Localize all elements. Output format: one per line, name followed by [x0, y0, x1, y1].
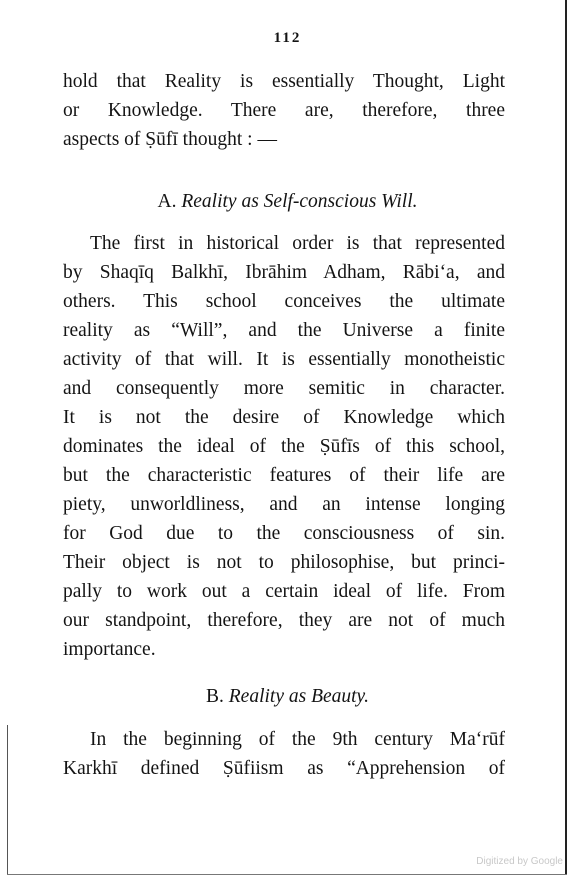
section-b-paragraph: [63, 725, 505, 783]
text-line: hold that Reality is essentially Thought, Light: [63, 71, 505, 92]
text-line: aspects of Ṣūfī thought : —: [63, 129, 277, 150]
text-line: reality as “Will”, and the Universe a finite: [63, 320, 505, 341]
text-line: Karkhī defined Ṣūfiism as “Apprehension of: [63, 758, 505, 779]
text-line: In the beginning of the 9th century Ma‘rūf: [90, 729, 505, 750]
text-line: and consequently more semitic in character.: [63, 378, 505, 399]
page-edge-left: [7, 725, 8, 875]
section-a-paragraph: [63, 229, 505, 664]
text-line: but the characteristic features of their life are: [63, 465, 505, 486]
text-line: dominates the ideal of the Ṣūfīs of this school,: [63, 436, 505, 457]
section-a-title: Reality as Self-conscious Will.: [181, 191, 418, 212]
text-line: It is not the desire of Knowledge which: [63, 407, 505, 428]
text-line: The first in historical order is that represented: [90, 233, 505, 254]
text-line: by Shaqīq Balkhī, Ibrāhim Adham, Rābi‘a, and: [63, 262, 505, 283]
page-number: 112: [273, 30, 302, 46]
scan-watermark: Digitized by Google: [476, 856, 563, 867]
text-line: or Knowledge. There are, therefore, three: [63, 100, 505, 121]
text-line: activity of that will. It is essentially monotheistic: [63, 349, 505, 370]
text-line: importance.: [63, 639, 156, 660]
intro-paragraph: [63, 67, 505, 154]
section-b-title: Reality as Beauty.: [228, 686, 370, 707]
text-line: for God due to the consciousness of sin.: [63, 523, 505, 544]
text-line: Their object is not to philosophise, but princi-: [63, 552, 505, 573]
section-b-heading: [0, 686, 575, 708]
text-line: others. This school conceives the ultimate: [63, 291, 505, 312]
page-edge-bottom: [7, 874, 567, 875]
section-a-heading: [0, 191, 575, 213]
page-edge-right: [565, 0, 567, 875]
text-line: piety, unworldliness, and an intense longing: [63, 494, 505, 515]
text-line: our standpoint, therefore, they are not of much: [63, 610, 505, 631]
section-a-letter: A.: [157, 191, 177, 212]
text-line: pally to work out a certain ideal of life. From: [63, 581, 505, 602]
section-b-letter: B.: [205, 686, 224, 707]
